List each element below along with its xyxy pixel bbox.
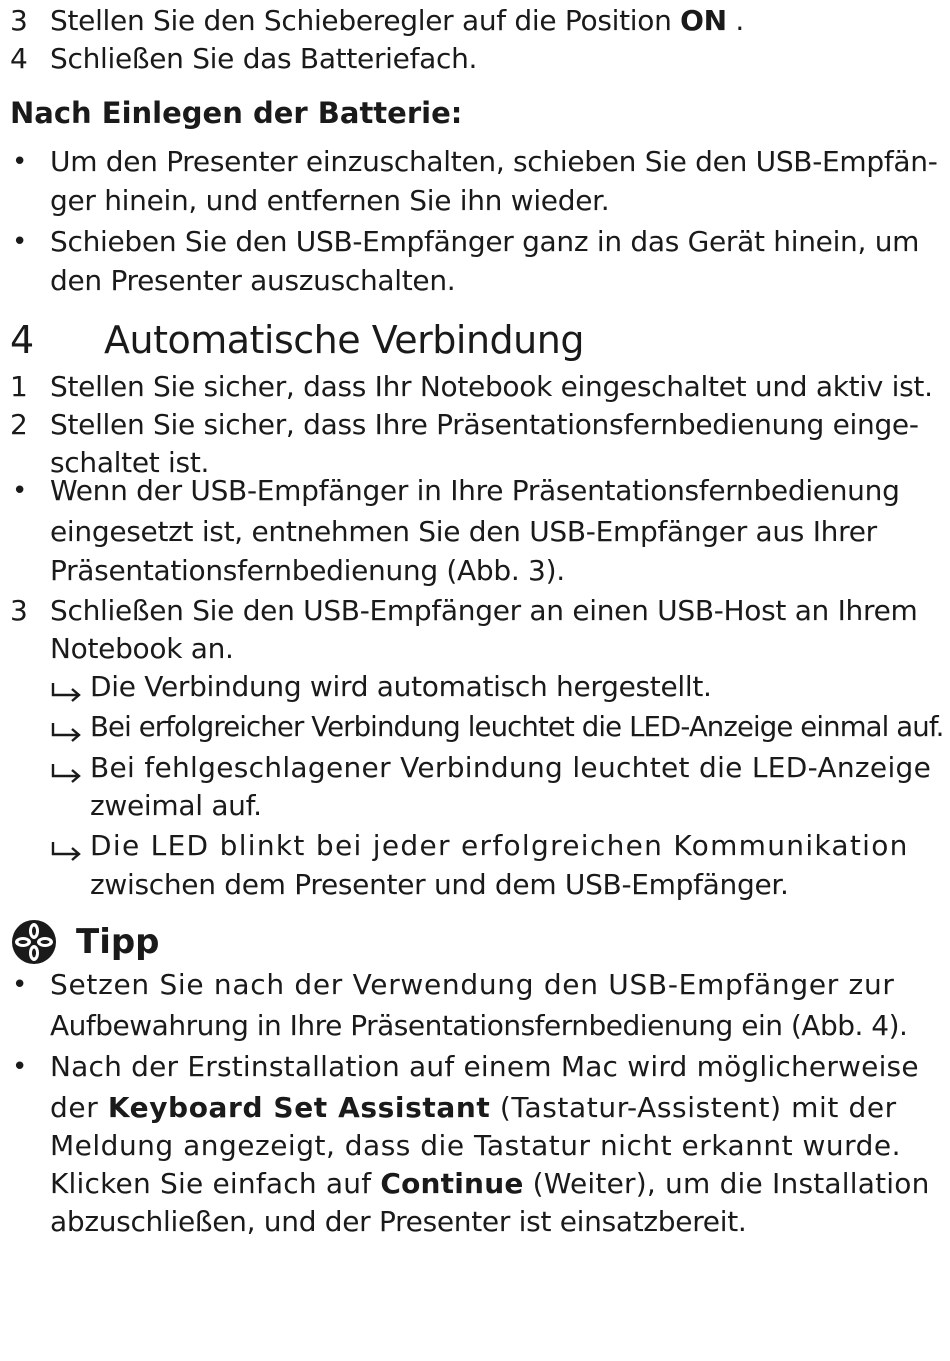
bullet-line: Schieben Sie den USB-Empfänger ganz in das Gerät hinein, um (50, 225, 920, 258)
bullet-dot: • (12, 476, 28, 506)
tip-line: Meldung angezeigt, dass die Tastatur nicht erkannt wurde. (50, 1129, 902, 1162)
tip-flower-icon (10, 918, 58, 966)
tip-title: Tipp (76, 922, 160, 962)
bullet-line: den Presenter auszuschalten. (50, 264, 456, 297)
step-text: Stellen Sie sicher, dass Ihre Präsentationsfernbedienung einge- (50, 408, 919, 441)
tip-line: Klicken Sie einfach auf Continue (Weiter), um die Installation (50, 1167, 930, 1200)
bullet-dot: • (12, 147, 28, 177)
tip-line: der Keyboard Set Assistant (Tastatur-Assistent) mit der (50, 1091, 897, 1124)
step-text: Stellen Sie den Schieberegler auf die Position ON . (50, 4, 744, 37)
step-number: 3 (10, 4, 28, 37)
result-text: zwischen dem Presenter und dem USB-Empfänger. (90, 868, 789, 901)
result-arrow-icon (50, 720, 84, 742)
tip-line: Aufbewahrung in Ihre Präsentationsfernbedienung ein (Abb. 4). (50, 1009, 908, 1042)
bullet-line: ger hinein, und entfernen Sie ihn wieder. (50, 184, 610, 217)
result-text: zweimal auf. (90, 789, 262, 822)
section-number: 4 (10, 318, 35, 362)
step-text: Schließen Sie das Batteriefach. (50, 42, 478, 75)
bullet-line: Um den Presenter einzuschalten, schieben Sie den USB-Empfän- (50, 145, 938, 178)
step-number: 2 (10, 408, 28, 441)
subheading: Nach Einlegen der Batterie: (10, 96, 463, 130)
bullet-line: Präsentationsfernbedienung (Abb. 3). (50, 554, 565, 587)
tip-line: abzuschließen, und der Presenter ist einsatzbereit. (50, 1205, 747, 1238)
tip-line: Setzen Sie nach der Verwendung den USB-Empfänger zur (50, 968, 895, 1001)
bullet-line: eingesetzt ist, entnehmen Sie den USB-Empfänger aus Ihrer (50, 515, 877, 548)
bullet-dot: • (12, 970, 28, 1000)
step-number: 4 (10, 42, 28, 75)
result-text: Die LED blinkt bei jeder erfolgreichen Kommunikation (90, 829, 909, 862)
bullet-dot: • (12, 227, 28, 257)
bullet-line: Wenn der USB-Empfänger in Ihre Präsentationsfernbedienung (50, 474, 900, 507)
step-text: schaltet ist. (50, 446, 210, 479)
step-text: Schließen Sie den USB-Empfänger an einen USB-Host an Ihrem (50, 594, 918, 627)
result-text: Bei fehlgeschlagener Verbindung leuchtet die LED-Anzeige (90, 751, 932, 784)
result-arrow-icon (50, 761, 84, 783)
tip-line: Nach der Erstinstallation auf einem Mac wird möglicherweise (50, 1050, 919, 1083)
step-text: Stellen Sie sicher, dass Ihr Notebook eingeschaltet und aktiv ist. (50, 370, 933, 403)
section-title: Automatische Verbindung (104, 318, 584, 362)
step-number: 1 (10, 370, 28, 403)
step-text: Notebook an. (50, 632, 234, 665)
step-number: 3 (10, 594, 28, 627)
result-text: Bei erfolgreicher Verbindung leuchtet die LED-Anzeige einmal auf. (90, 710, 944, 743)
result-arrow-icon (50, 839, 84, 861)
result-text: Die Verbindung wird automatisch hergestellt. (90, 670, 712, 703)
bullet-dot: • (12, 1052, 28, 1082)
result-arrow-icon (50, 680, 84, 702)
